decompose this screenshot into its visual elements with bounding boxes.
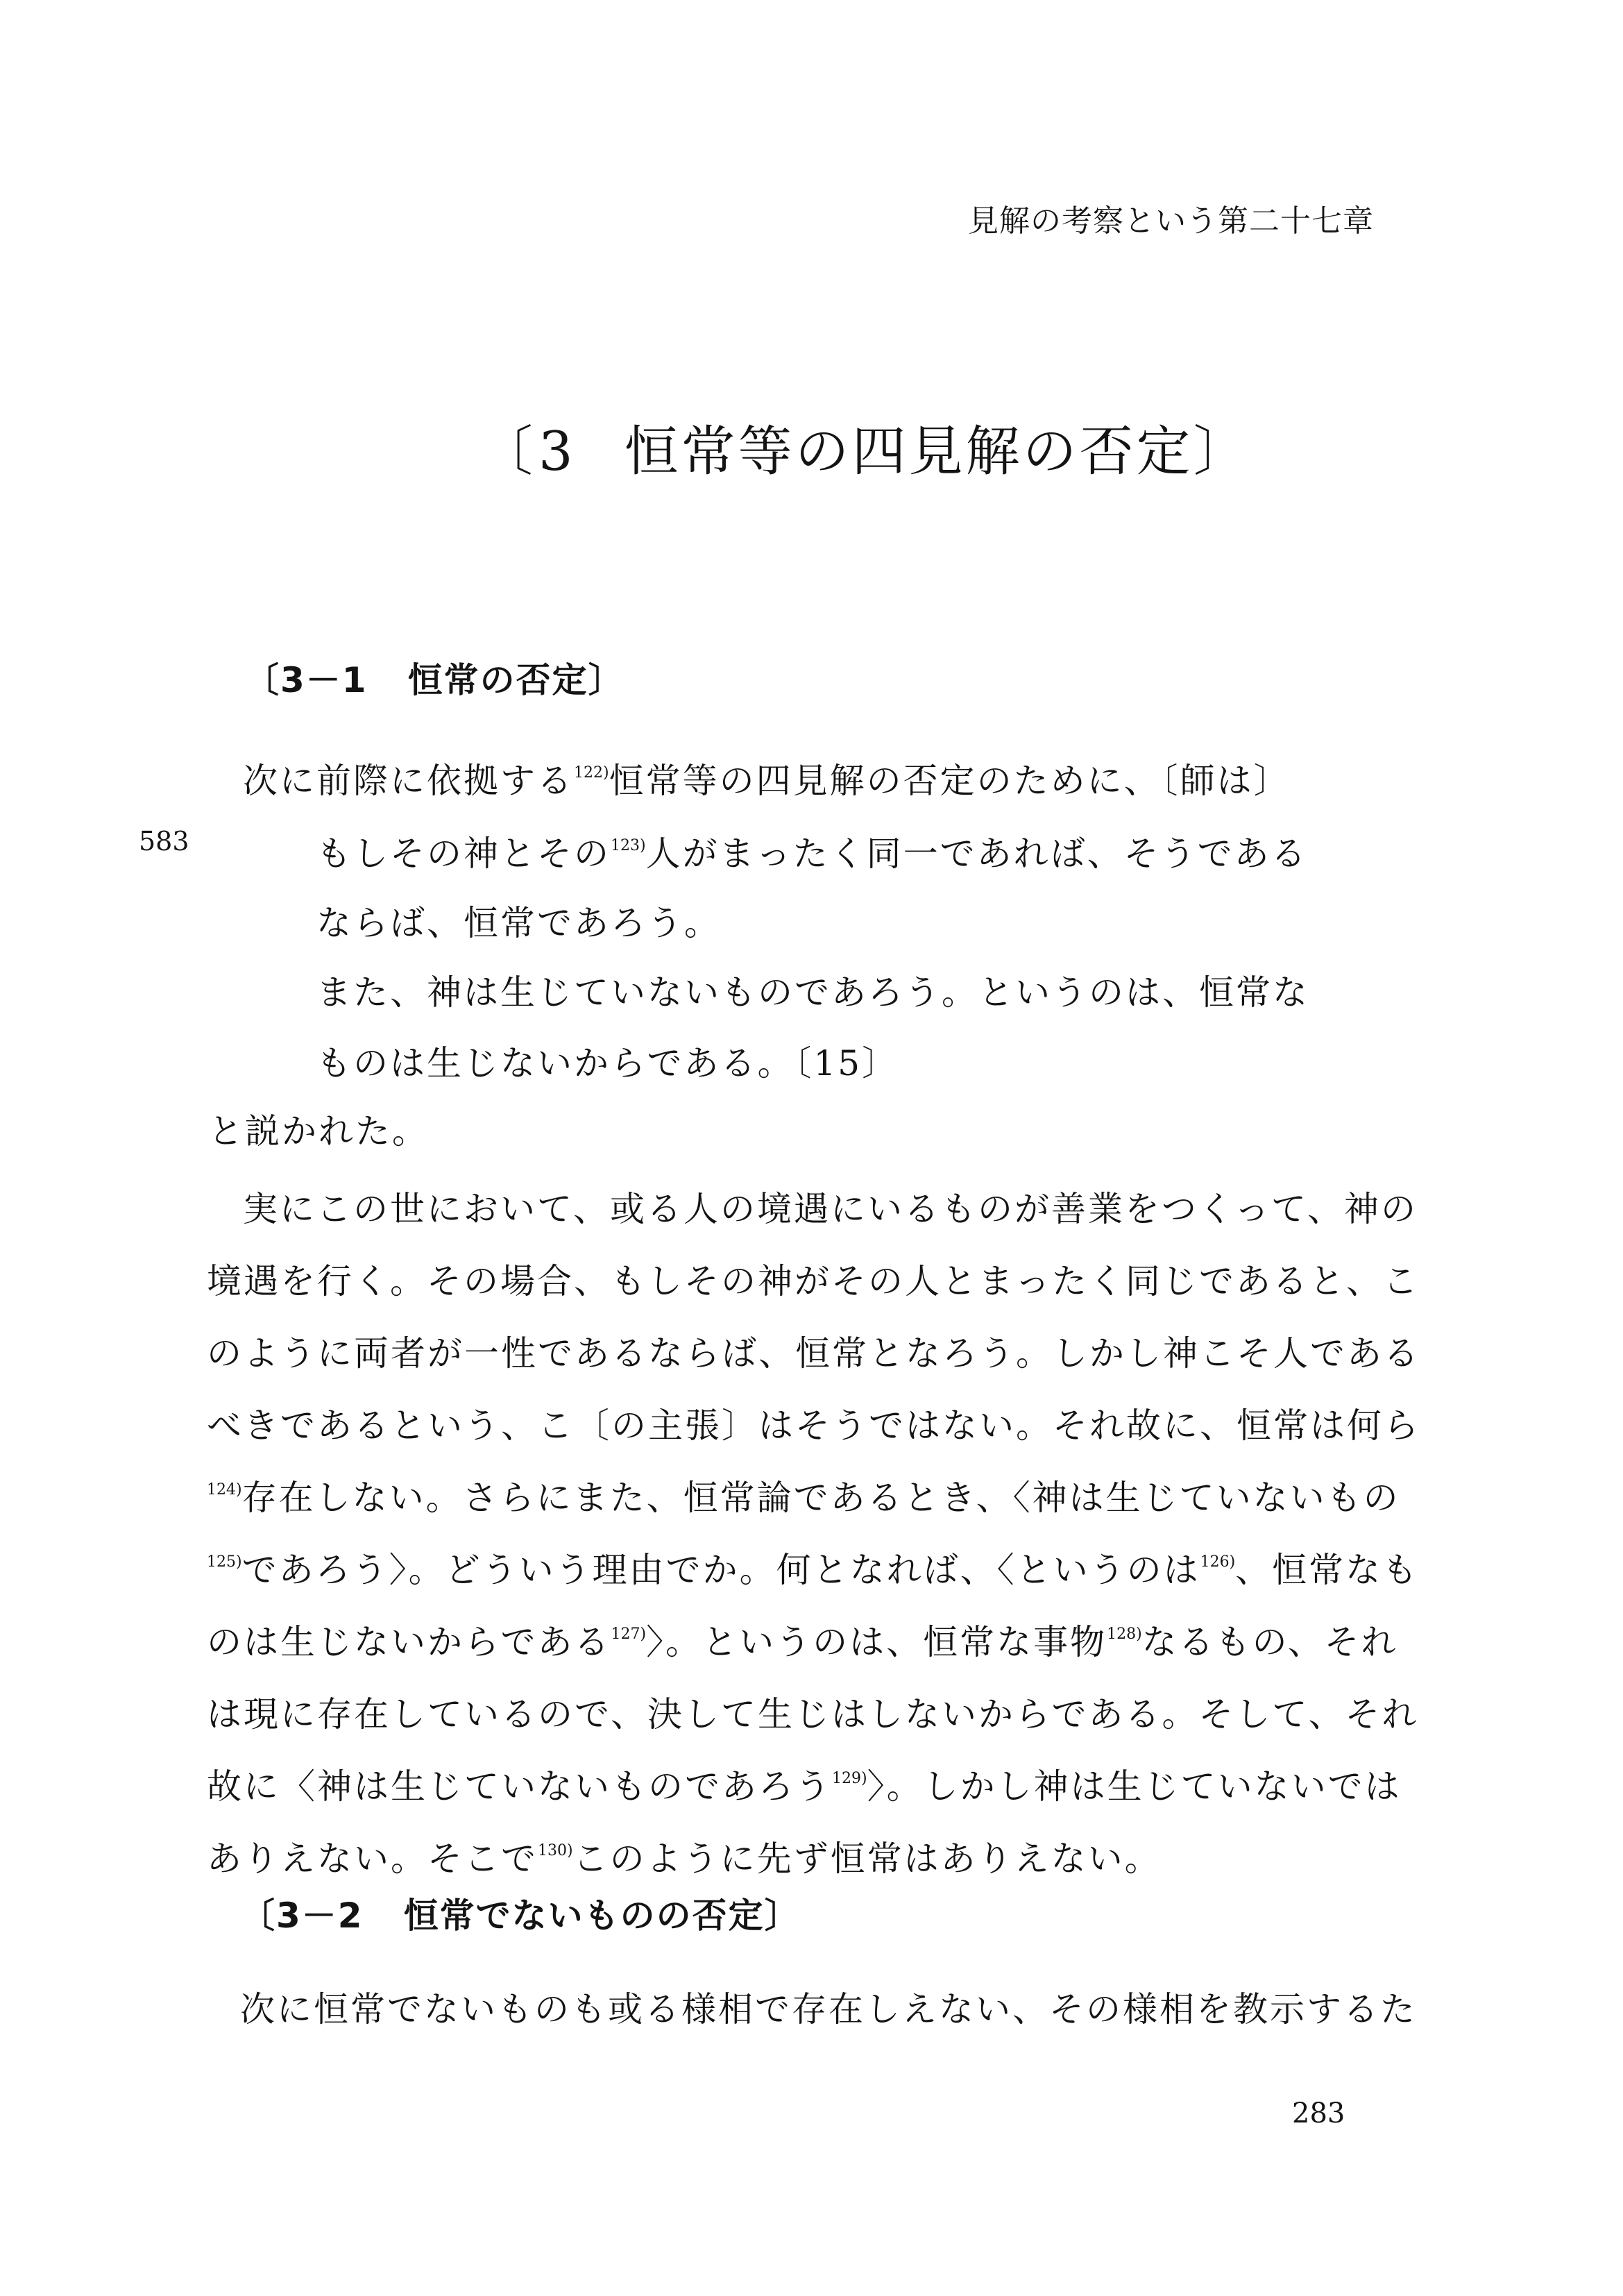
subsection-heading-3-1 [244, 652, 624, 702]
paragraph-line [207, 1750, 1400, 1823]
paragraph-text: なるもの、それ [1141, 1622, 1398, 1662]
subsection-title: 恒常でないものの否定〕 [403, 1896, 801, 1936]
section-title-text: 恒常等の四見解の否定〕 [624, 421, 1250, 483]
verse-line: ものは生じないからである。〔15〕 [316, 1043, 899, 1083]
commentary-paragraph [207, 1173, 1420, 1895]
paragraph-line: のように両者が一性であるならば、恒常となろう。しかし神こそ人である [207, 1333, 1420, 1374]
margin-number: 583 [139, 826, 189, 856]
paragraph-text: ありえない。そこで [207, 1839, 538, 1879]
footnote-ref: 129) [832, 1770, 867, 1787]
paragraph-text: 、恒常なも [1235, 1550, 1420, 1590]
section-open-bracket: 〔 [479, 421, 536, 483]
intro-text: 恒常等の四見解の否定のために、〔師は〕 [609, 761, 1291, 801]
paragraph-text: このように先ず恒常はありえない。 [572, 1839, 1162, 1879]
subsection-code: 〔3－1 [244, 660, 368, 700]
paragraph-text: 故に〈神は生じていないものであろう [207, 1766, 832, 1807]
footnote-ref: 126) [1200, 1553, 1236, 1571]
paragraph-text: 存在しない。さらにまた、恒常論であるとき、〈神は生じていないもの [241, 1478, 1400, 1518]
paragraph-text: 〉。というのは、恒常な事物 [646, 1622, 1107, 1662]
paragraph-line [207, 1462, 1400, 1534]
running-header: 見解の考察という第二十七章 [968, 203, 1374, 239]
verse-line: また、神は生じていないものであろう。というのは、恒常な [316, 972, 1309, 1013]
subsection-heading-3-2 [240, 1888, 801, 1938]
paragraph-line [207, 1823, 1400, 1895]
subsection-code: 〔3－2 [240, 1896, 364, 1936]
intro-text: 次に前際に依拠する [243, 761, 574, 801]
paragraph-line: は現に存在しているので、決して生じはしないからである。そして、それ [207, 1694, 1419, 1734]
footnote-ref: 127) [611, 1626, 647, 1643]
verse-line: ならば、恒常であろう。 [316, 903, 721, 943]
paragraph-line [207, 1534, 1420, 1606]
next-paragraph-line: 次に恒常でないものも或る様相で存在しえない、その様相を教示するた [240, 1989, 1417, 2029]
footnote-ref: 125) [207, 1553, 242, 1571]
section-title [479, 408, 1250, 486]
paragraph-line: 境遇を行く。その場合、もしその神がその人とまったく同じであると、こ [207, 1261, 1420, 1301]
verse-text: 人がまったく同一であれば、そうである [645, 834, 1308, 874]
section-number: 3 [538, 421, 576, 483]
intro-line [243, 753, 1291, 803]
paragraph-line: 実にこの世において、或る人の境遇にいるものが善業をつくって、神の [243, 1189, 1418, 1229]
paragraph-line [207, 1606, 1400, 1678]
paragraph-text: 〉。しかし神は生じていないでは [867, 1766, 1402, 1807]
verse-text: もしその神とその [316, 834, 611, 874]
paragraph-text: であろう〉。どういう理由でか。何となれば、〈というのは [241, 1550, 1200, 1590]
footnote-ref: 124) [207, 1481, 242, 1499]
verse-line [316, 826, 1308, 876]
verse-conclusion: と説かれた。 [208, 1111, 429, 1151]
page-number: 283 [1292, 2097, 1345, 2129]
paragraph-line: べきであるという、こ〔の主張〕はそうではない。それ故に、恒常は何ら [207, 1406, 1420, 1446]
footnote-ref: 128) [1107, 1626, 1142, 1643]
footnote-ref: 130) [538, 1842, 573, 1859]
footnote-ref: 123) [611, 837, 646, 854]
subsection-title: 恒常の否定〕 [407, 660, 624, 700]
footnote-ref: 122) [574, 764, 609, 782]
paragraph-text: のは生じないからである [207, 1622, 611, 1662]
